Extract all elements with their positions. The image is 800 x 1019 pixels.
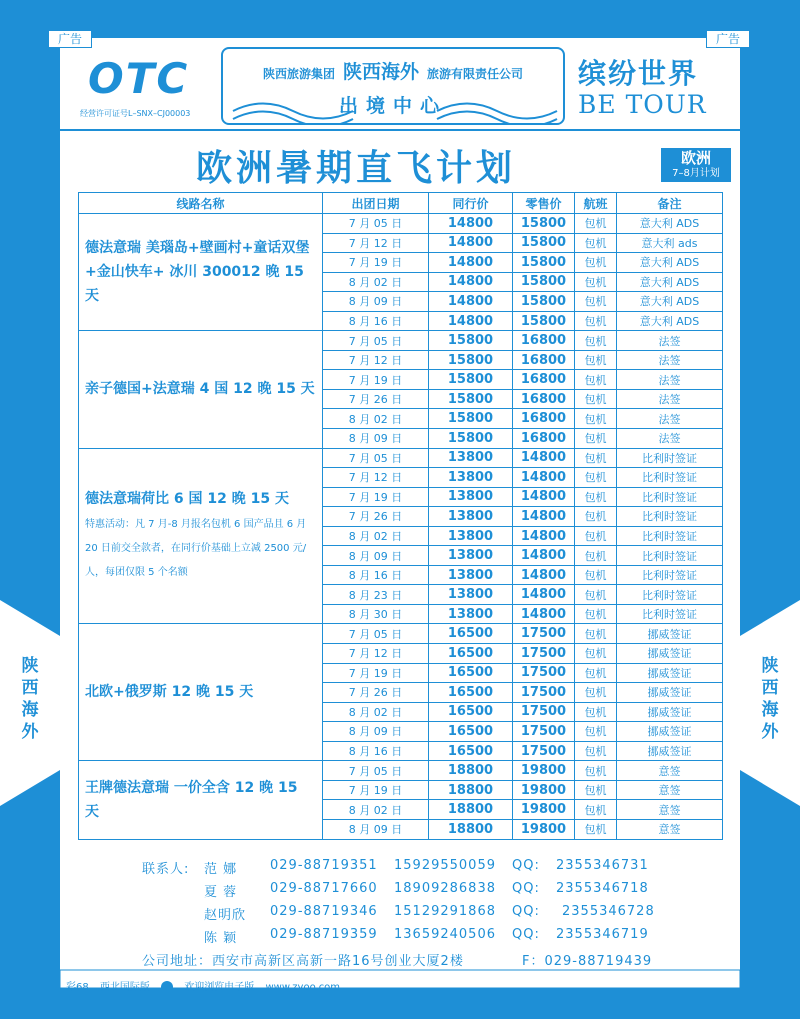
retail-price: 14800: [513, 604, 575, 624]
column-header: 同行价: [429, 193, 513, 214]
retail-price: 15800: [513, 214, 575, 234]
brand-name: 陕西海外: [342, 61, 419, 83]
flight-type: 包机: [575, 409, 617, 429]
flight-type: 包机: [575, 507, 617, 527]
retail-price: 14800: [513, 487, 575, 507]
remark: 挪威签证: [617, 663, 723, 683]
route-cell: [79, 761, 323, 839]
company-fax: F：029-88719439: [522, 954, 653, 969]
contact-mobile: 13659240506: [394, 927, 496, 942]
departure-date: 8 月 23 日: [323, 585, 429, 605]
route-name: 德法意瑞 美瑙岛+壁画村+童话双堡+金山快车+ 冰川 300012 晚 15 天: [85, 240, 310, 305]
contact-tel: 029-88719351: [270, 858, 378, 873]
departure-date: 8 月 09 日: [323, 546, 429, 566]
trade-price: 13800: [429, 468, 513, 488]
flight-type: 包机: [575, 741, 617, 761]
remark: 比利时签证: [617, 565, 723, 585]
trade-price: 14800: [429, 272, 513, 292]
remark: 挪威签证: [617, 624, 723, 644]
contact-qq: 2355346719: [556, 927, 649, 942]
remark: 比利时签证: [617, 585, 723, 605]
remark: 法签: [617, 429, 723, 449]
trade-price: 15800: [429, 331, 513, 351]
trade-price: 16500: [429, 722, 513, 742]
departure-date: 7 月 05 日: [323, 624, 429, 644]
departure-date: 7 月 12 日: [323, 350, 429, 370]
route-promo: 特惠活动：凡 7 月-8 月报名包机 6 国产品且 6 月 20 日前交全款者，在同行价基础上立减 2500 元/人，每团仅限 5 个名额: [85, 519, 307, 579]
flight-type: 包机: [575, 468, 617, 488]
departure-date: 8 月 16 日: [323, 565, 429, 585]
contact-mobile: 18909286838: [394, 881, 496, 896]
flight-type: 包机: [575, 233, 617, 253]
remark: 比利时签证: [617, 448, 723, 468]
column-header: 备注: [617, 193, 723, 214]
trade-price: 14800: [429, 214, 513, 234]
trade-price: 15800: [429, 350, 513, 370]
flight-type: 包机: [575, 624, 617, 644]
contact-name: 范 娜: [204, 862, 238, 877]
departure-date: 8 月 02 日: [323, 409, 429, 429]
retail-price: 15800: [513, 311, 575, 331]
remark: 法签: [617, 389, 723, 409]
departure-date: 7 月 19 日: [323, 253, 429, 273]
flight-type: 包机: [575, 761, 617, 781]
column-header: 线路名称: [79, 193, 323, 214]
license-number: 经营许可证号L–SNX–CJ00003: [80, 109, 191, 118]
trade-price: 13800: [429, 604, 513, 624]
retail-price: 19800: [513, 761, 575, 781]
remark: 比利时签证: [617, 487, 723, 507]
trade-price: 16500: [429, 663, 513, 683]
retail-price: 16800: [513, 370, 575, 390]
retail-price: 16800: [513, 331, 575, 351]
trade-price: 18800: [429, 800, 513, 820]
departure-date: 7 月 12 日: [323, 233, 429, 253]
agency-banner: [221, 47, 565, 125]
trade-price: 16500: [429, 624, 513, 644]
remark: 法签: [617, 350, 723, 370]
departure-date: 8 月 02 日: [323, 272, 429, 292]
trade-price: 18800: [429, 780, 513, 800]
contact-name: 赵明欣: [204, 908, 247, 923]
remark: 意大利 ADS: [617, 311, 723, 331]
website-url: www.zyoo.com: [265, 982, 341, 993]
departure-date: 7 月 05 日: [323, 761, 429, 781]
table-body: [79, 214, 723, 840]
otc-logo: OTC: [88, 54, 190, 103]
departure-date: 8 月 02 日: [323, 702, 429, 722]
remark: 挪威签证: [617, 644, 723, 664]
departure-date: 8 月 02 日: [323, 526, 429, 546]
trade-price: 13800: [429, 565, 513, 585]
remark: 挪威签证: [617, 741, 723, 761]
flight-type: 包机: [575, 370, 617, 390]
remark: 意签: [617, 819, 723, 839]
flight-type: 包机: [575, 683, 617, 703]
contact-label: 联系人:: [142, 862, 190, 877]
contact-qq-label: QQ:: [512, 881, 540, 896]
remark: 法签: [617, 409, 723, 429]
page-footer: [66, 978, 348, 993]
remark: 意大利 ADS: [617, 272, 723, 292]
contact-row: [64, 881, 736, 901]
trade-price: 15800: [429, 429, 513, 449]
retail-price: 17500: [513, 722, 575, 742]
route-cell: [79, 624, 323, 761]
trade-price: 13800: [429, 526, 513, 546]
departure-date: 7 月 26 日: [323, 389, 429, 409]
departure-date: 7 月 05 日: [323, 448, 429, 468]
address-row: [64, 950, 736, 970]
retail-price: 19800: [513, 780, 575, 800]
departure-date: 8 月 09 日: [323, 722, 429, 742]
trade-price: 16500: [429, 741, 513, 761]
departure-date: 7 月 19 日: [323, 663, 429, 683]
contact-name: 陈 颖: [204, 931, 238, 946]
retail-price: 14800: [513, 565, 575, 585]
remark: 比利时签证: [617, 546, 723, 566]
contact-row: [64, 904, 736, 924]
flight-type: 包机: [575, 722, 617, 742]
region-period: 7–8月计划: [672, 168, 720, 179]
departure-date: 7 月 12 日: [323, 468, 429, 488]
trade-price: 13800: [429, 507, 513, 527]
contact-row: [64, 927, 736, 947]
remark: 比利时签证: [617, 526, 723, 546]
table-row: [79, 214, 723, 234]
flight-type: 包机: [575, 253, 617, 273]
departure-date: 8 月 02 日: [323, 800, 429, 820]
flight-type: 包机: [575, 604, 617, 624]
contact-qq-label: QQ:: [512, 904, 540, 919]
partner-logo-en: BE TOUR: [578, 90, 707, 119]
trade-price: 16500: [429, 644, 513, 664]
page-title: 欧洲暑期直飞计划: [196, 148, 517, 189]
contact-section: [64, 858, 736, 970]
contact-tel: 029-88717660: [270, 881, 378, 896]
remark: 意大利 ADS: [617, 253, 723, 273]
retail-price: 17500: [513, 741, 575, 761]
contact-mobile: 15129291868: [394, 904, 496, 919]
trade-price: 14800: [429, 233, 513, 253]
remark: 挪威签证: [617, 702, 723, 722]
retail-price: 14800: [513, 546, 575, 566]
column-header: 出团日期: [323, 193, 429, 214]
table-header-row: [79, 193, 723, 214]
departure-date: 8 月 30 日: [323, 604, 429, 624]
flight-type: 包机: [575, 292, 617, 312]
route-cell: [79, 448, 323, 624]
contact-name: 夏 蓉: [204, 885, 238, 900]
flight-type: 包机: [575, 429, 617, 449]
departure-date: 7 月 19 日: [323, 780, 429, 800]
remark: 意大利 ADS: [617, 214, 723, 234]
flight-type: 包机: [575, 546, 617, 566]
contact-tel: 029-88719346: [270, 904, 378, 919]
region-badge: [661, 148, 731, 182]
group-name: 陕西旅游集团: [262, 67, 335, 81]
contact-qq-label: QQ:: [512, 858, 540, 873]
route-name: 德法意瑞荷比 6 国 12 晚 15 天: [85, 491, 289, 508]
remark: 意签: [617, 800, 723, 820]
retail-price: 14800: [513, 507, 575, 527]
contact-mobile: 15929550059: [394, 858, 496, 873]
welcome-text: 欢迎浏览电子版: [184, 982, 255, 993]
side-label-left: 陕 西 海 外: [21, 656, 39, 742]
trade-price: 13800: [429, 487, 513, 507]
flight-type: 包机: [575, 448, 617, 468]
edition-name: 西北国际版: [99, 982, 150, 993]
retail-price: 17500: [513, 683, 575, 703]
contact-qq: 2355346731: [556, 858, 649, 873]
retail-price: 16800: [513, 429, 575, 449]
trade-price: 18800: [429, 819, 513, 839]
company-name: 旅游有限责任公司: [427, 67, 524, 81]
departure-date: 7 月 12 日: [323, 644, 429, 664]
trade-price: 13800: [429, 546, 513, 566]
departure-date: 7 月 26 日: [323, 507, 429, 527]
route-name: 亲子德国+法意瑞 4 国 12 晚 15 天: [85, 381, 315, 398]
flight-type: 包机: [575, 487, 617, 507]
remark: 意签: [617, 780, 723, 800]
remark: 法签: [617, 331, 723, 351]
remark: 意大利 ads: [617, 233, 723, 253]
retail-price: 16800: [513, 409, 575, 429]
trade-price: 16500: [429, 683, 513, 703]
route-cell: [79, 331, 323, 448]
departure-date: 8 月 09 日: [323, 429, 429, 449]
retail-price: 15800: [513, 233, 575, 253]
flight-type: 包机: [575, 780, 617, 800]
contact-row: [64, 858, 736, 878]
remark: 挪威签证: [617, 722, 723, 742]
contact-qq: 2355346728: [562, 904, 655, 919]
trade-price: 13800: [429, 585, 513, 605]
flight-type: 包机: [575, 272, 617, 292]
trade-price: 15800: [429, 389, 513, 409]
route-cell: [79, 214, 323, 331]
trade-price: 15800: [429, 370, 513, 390]
retail-price: 17500: [513, 624, 575, 644]
flight-type: 包机: [575, 663, 617, 683]
remark: 法签: [617, 370, 723, 390]
retail-price: 17500: [513, 702, 575, 722]
region-name: 欧洲: [680, 149, 711, 167]
flight-type: 包机: [575, 389, 617, 409]
table-row: [79, 624, 723, 644]
schedule-table: [78, 192, 723, 840]
departure-date: 8 月 16 日: [323, 311, 429, 331]
flight-type: 包机: [575, 644, 617, 664]
trade-price: 14800: [429, 253, 513, 273]
trade-price: 15800: [429, 409, 513, 429]
trade-price: 14800: [429, 292, 513, 312]
departure-date: 7 月 19 日: [323, 370, 429, 390]
route-name: 王牌德法意瑞 一价全含 12 晚 15 天: [85, 779, 298, 820]
retail-price: 17500: [513, 644, 575, 664]
flight-type: 包机: [575, 526, 617, 546]
remark: 意签: [617, 761, 723, 781]
retail-price: 14800: [513, 526, 575, 546]
retail-price: 14800: [513, 468, 575, 488]
column-header: 航班: [575, 193, 617, 214]
departure-date: 8 月 16 日: [323, 741, 429, 761]
flight-type: 包机: [575, 350, 617, 370]
partner-logo-cn: 缤纷世界: [578, 57, 699, 90]
remark: 意大利 ADS: [617, 292, 723, 312]
flight-type: 包机: [575, 214, 617, 234]
departure-date: 7 月 19 日: [323, 487, 429, 507]
trade-price: 18800: [429, 761, 513, 781]
retail-price: 19800: [513, 819, 575, 839]
table-row: [79, 448, 723, 468]
retail-price: 15800: [513, 272, 575, 292]
retail-price: 14800: [513, 448, 575, 468]
flight-type: 包机: [575, 819, 617, 839]
retail-price: 16800: [513, 350, 575, 370]
retail-price: 15800: [513, 292, 575, 312]
retail-price: 17500: [513, 663, 575, 683]
flight-type: 包机: [575, 331, 617, 351]
departure-date: 7 月 26 日: [323, 683, 429, 703]
trade-price: 14800: [429, 311, 513, 331]
flight-type: 包机: [575, 585, 617, 605]
table-row: [79, 331, 723, 351]
departure-date: 8 月 09 日: [323, 292, 429, 312]
page-number: 彩68: [66, 982, 89, 993]
remark: 比利时签证: [617, 468, 723, 488]
route-name: 北欧+俄罗斯 12 晚 15 天: [85, 684, 254, 701]
remark: 挪威签证: [617, 683, 723, 703]
table-row: [79, 761, 723, 781]
retail-price: 16800: [513, 389, 575, 409]
retail-price: 14800: [513, 585, 575, 605]
side-label-right: 陕 西 海 外: [761, 656, 779, 742]
flight-type: 包机: [575, 702, 617, 722]
company-address: 公司地址：西安市高新区高新一路16号创业大厦2楼: [142, 954, 464, 969]
flight-type: 包机: [575, 311, 617, 331]
globe-icon: [161, 981, 173, 993]
flight-type: 包机: [575, 565, 617, 585]
column-header: 零售价: [513, 193, 575, 214]
trade-price: 13800: [429, 448, 513, 468]
department-name: 出境中心: [338, 95, 447, 117]
ad-tag-left: 广告: [48, 30, 92, 48]
contact-qq: 2355346718: [556, 881, 649, 896]
remark: 比利时签证: [617, 507, 723, 527]
ad-tag-right: 广告: [706, 30, 750, 48]
retail-price: 15800: [513, 253, 575, 273]
remark: 比利时签证: [617, 604, 723, 624]
trade-price: 16500: [429, 702, 513, 722]
contact-tel: 029-88719359: [270, 927, 378, 942]
departure-date: 8 月 09 日: [323, 819, 429, 839]
flight-type: 包机: [575, 800, 617, 820]
departure-date: 7 月 05 日: [323, 214, 429, 234]
contact-qq-label: QQ:: [512, 927, 540, 942]
departure-date: 7 月 05 日: [323, 331, 429, 351]
retail-price: 19800: [513, 800, 575, 820]
